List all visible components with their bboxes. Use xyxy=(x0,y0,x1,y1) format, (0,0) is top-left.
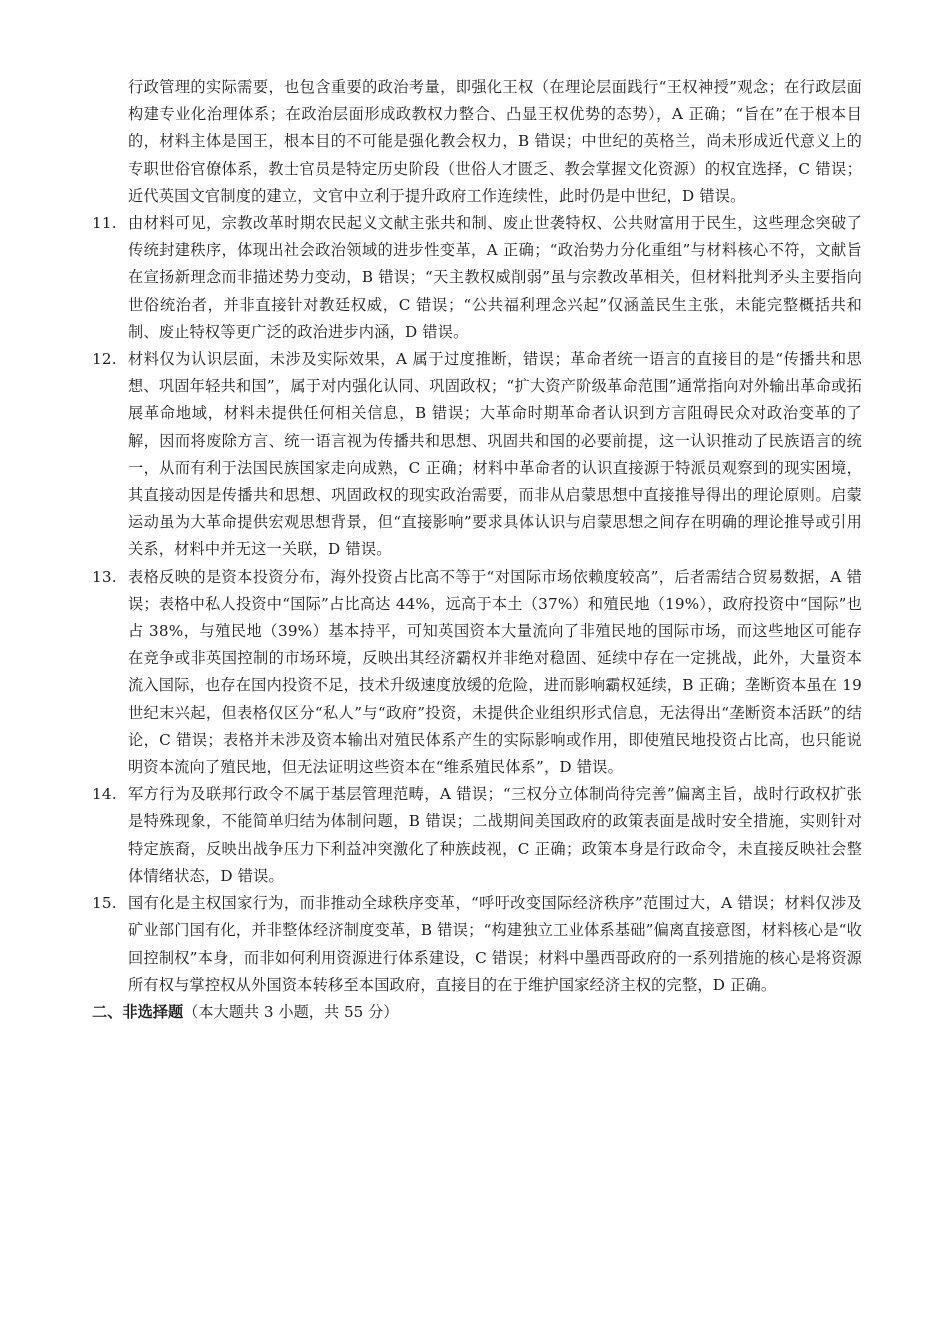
document-page xyxy=(92,74,862,1026)
section-heading xyxy=(92,999,862,1026)
intro-paragraph: 行政管理的实际需要，也包含重要的政治考量，即强化王权（在理论层面践行“王权神授”观念；在行政层面构建专业化治理体系；在政治层面形成政教权力整合、凸显王权优势的态势），A 正确；“旨在”在于根本目的，材料主体是国王，根本目的不可能是强化教会权力，B 错误；中世纪的英格兰，尚未形成近代意义上的专职世俗官僚体系，教士官员是特定历史阶段（世俗人才匮乏、教会掌握文化资源）的权宜选择，C 错误；近代英国文官制度的建立，文官中立利于提升政府工作连续性，此时仍是中世纪，D 错误。 xyxy=(128,78,862,205)
item-text: 材料仅为认识层面，未涉及实际效果，A 属于过度推断，错误；革命者统一语言的直接目的是“传播共和思想、巩固年轻共和国”，属于对内强化认同、巩固政权；“扩大资产阶级革命范围”通常指向对外输出革命或拓展革命地域，材料未提供任何相关信息，B 错误；大革命时期革命者认识到方言阻碍民众对政治变革的了解，因而将废除方言、统一语言视为传播共和思想、巩固共和国的必要前提，这一认识推动了民族语言的统一，从而有利于法国民族国家走向成熟，C 正确；材料中革命者的认识直接源于特派员观察到的现实困境，其直接动因是传播共和思想、巩固政权的现实政治需要，而非从启蒙思想中直接推导得出的理论原则。启蒙运动虽为大革命提供宏观思想背景，但“直接影响”要求具体认识与启蒙思想之间存在明确的理论推导或引用关系，材料中并无这一关联，D 错误。 xyxy=(128,350,862,559)
section-heading-note: （本大题共 3 小题，共 55 分） xyxy=(183,1002,399,1021)
item-number: 13. xyxy=(92,567,117,586)
item-number: 15. xyxy=(92,894,117,913)
item-text: 表格反映的是资本投资分布，海外投资占比高不等于“对国际市场依赖度较高”，后者需结合贸易数据，A 错误；表格中私人投资中“国际”占比高达 44%，远高于本土（37%）和殖民地（19%），政府投资中“国际”也占 38%，与殖民地（39%）基本持平，可知英国资本大量流向了非殖民地的国际市场，而这些地区可能存在竞争或非英国控制的市场环境，反映出其经济霸权并非绝对稳固、延续中存在一定挑战，此外，大量资本流入国际，也存在国内投资不足，技术升级速度放缓的危险，进而影响霸权延续，B 正确；垄断资本虽在 19 世纪末兴起，但表格仅区分“私人”与“政府”投资，未提供企业组织形式信息，无法得出“垄断资本活跃”的结论，C 错误；表格并未涉及资本输出对殖民体系产生的实际影响或作用，即使殖民地投资占比高，也只能说明资本流向了殖民地，但无法证明这些资本在“维系殖民体系”，D 错误。 xyxy=(128,567,862,777)
answer-item-14 xyxy=(92,781,862,890)
answer-item-13 xyxy=(92,564,862,782)
section-heading-label: 二、非选择题 xyxy=(92,1002,184,1021)
item-number: 14. xyxy=(92,785,117,804)
item-text: 国有化是主权国家行为，而非推动全球秩序变革，“呼吁改变国际经济秩序”范围过大，A 错误；材料仅涉及矿业部门国有化，并非整体经济制度变革，B 错误；“构建独立工业体系基础”偏离直接意图，材料核心是“收回控制权”本身，而非如何利用资源进行体系建设，C 错误；材料中墨西哥政府的一系列措施的核心是将资源所有权与掌控权从外国资本转移至本国政府，直接目的在于维护国家经济主权的完整，D 正确。 xyxy=(128,894,862,994)
item-text: 由材料可见，宗教改革时期农民起义文献主张共和制、废止世袭特权、公共财富用于民生，这些理念突破了传统封建秩序，体现出社会政治领域的进步性变革，A 正确；“政治势力分化重组”与材料核心不符，文献旨在宣扬新理念而非描述势力变动，B 错误；“天主教权威削弱”虽与宗教改革相关，但材料批判矛头主要指向世俗统治者，并非直接针对教廷权威，C 错误；“公共福利理念兴起”仅涵盖民生主张，未能完整概括共和制、废止特权等更广泛的政治进步内涵，D 错误。 xyxy=(128,214,862,341)
answer-item-15 xyxy=(92,890,862,999)
answer-item-11 xyxy=(92,210,862,346)
item-number: 11. xyxy=(92,214,117,233)
answer-item-12 xyxy=(92,346,862,564)
item-text: 军方行为及联邦行政令不属于基层管理范畴，A 错误；“三权分立体制尚待完善”偏离主旨，战时行政权扩张是特殊现象，不能简单归结为体制问题，B 错误；二战期间美国政府的政策表面是战时安全措施，实则针对特定族裔，反映出战争压力下利益冲突激化了种族歧视，C 正确；政策本身是行政命令，未直接反映社会整体情绪状态，D 错误。 xyxy=(128,785,862,885)
item-number: 12. xyxy=(92,350,117,369)
